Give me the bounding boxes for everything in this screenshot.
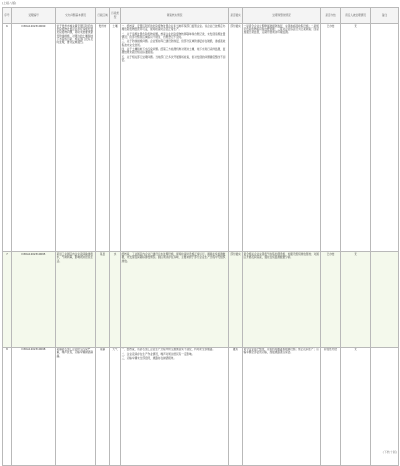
- col-header-verified: 是否属实: [229, 8, 243, 24]
- row-accountability: 无: [341, 252, 371, 347]
- row-handling: 责令企业停产整改，完善料场覆盖和喷淋设施；禁止夜间生产；运输车辆全部密闭运输，加强道路清扫保洁。: [243, 347, 321, 465]
- row-accountability: 无: [341, 347, 371, 465]
- row-region: 某镇: [96, 347, 110, 465]
- investigation-para: 一、经核查，安置区附近的危险废物处置企业系当地环保部门监管企业。该企业已按规定办理危险废物经营许可证，现场检查时企业正常生产。: [121, 24, 226, 32]
- row-verified: 部分属实: [229, 24, 243, 252]
- row-remark: [371, 24, 399, 252]
- row-issue: 某镇砂石加工企业粉尘污染严重，噪声扰民，运输车辆抛洒滴漏。: [56, 347, 96, 465]
- row-seq: 7: [3, 252, 12, 347]
- row-investigation: [121, 347, 229, 465]
- row-verified: 部分属实: [229, 252, 243, 347]
- row-handling: 责令相关企业完善废气收集处理设施，加强无组织排放管控；对园区开展夜间巡查，强化在线监测数据分析。: [243, 252, 321, 347]
- row-code: D3DA1202310090: [12, 24, 56, 252]
- investigation-para: 二、关于违规处置危险废物问题。核查企业危险废物转移联单和台账记录，未发现违规处置情况；但部分暂存区域标识不规范、台账登记不及时。: [121, 32, 226, 39]
- col-header-remark: 备注: [371, 8, 399, 24]
- col-header-handling: 处理和整改情况: [243, 8, 321, 24]
- investigation-para: 经核查，工业园区内企业已建设污水处理设施，现场检查时设施正常运行。调阅在线监测数据，未发现夜间超标排放情况。园区周边存在异味，主要来源于部分企业生产过程中无组织排放。: [121, 252, 226, 263]
- col-header-closed: 是否办结: [321, 8, 341, 24]
- investigation-para: 三、运输车辆未全部密闭，道路存在抛洒现象。: [121, 357, 177, 361]
- table-row: [3, 252, 399, 347]
- complaint-table: [2, 7, 399, 466]
- row-issue: 某县工业园区内企业夜间偷排废水，气味刺鼻，影响周边居民生活。: [56, 252, 96, 347]
- row-seq: 8: [3, 347, 12, 465]
- row-closed: 阶段性办结: [321, 347, 341, 465]
- col-header-seq: 序号: [3, 8, 12, 24]
- footer-note: (下转十版): [382, 450, 397, 454]
- investigation-para: 五、关于相关部门处理问题。当地部门已多次开展现场检查，但对发现的问题督促整改不到位。: [121, 55, 226, 63]
- row-issue: 位于贵州市城关镇安置区附近的危险废物处置企业存在违规处置危险废物问题，同时未按要求建设防渗措施，对周边的土壤和地下水造成污染，相关部门没有及时处理，群众反映强烈。: [56, 24, 96, 252]
- col-header-issue: 交办问题基本情况: [56, 8, 96, 24]
- investigation-para: 三、关于防渗措施问题。企业暂存库已建设防渗层，但部分区域防渗层存在破损，渗滤液收集池未完全封闭。: [121, 40, 226, 47]
- investigation-para: 四、关于土壤和地下水污染问题。经第三方检测机构对周边土壤、地下水进行采样监测，监测结果未超过相关标准限值。: [121, 48, 226, 55]
- table-row: [3, 347, 399, 465]
- header-note: (上接八版): [2, 1, 17, 5]
- row-closed: 已办结: [321, 252, 341, 347]
- row-code: D3DA1202310098: [12, 347, 56, 465]
- row-region: 某县: [96, 252, 110, 347]
- row-handling: 一是责令企业立即修复破损防渗层，完善渗滤液收集设施；二是规范危险废物标识和台账管理；三是对企业违法行为立案调查；四是加强日常监管，定期开展周边环境监测。: [243, 24, 321, 252]
- investigation-para: 一、经核查，该砂石加工企业生产过程中防尘措施落实不到位，料场未全部覆盖。: [121, 348, 215, 352]
- table-row: [3, 24, 399, 252]
- row-investigation: [121, 24, 229, 252]
- col-header-accountability: 责任人被处理情况: [341, 8, 371, 24]
- row-investigation: [121, 252, 229, 347]
- col-header-investigation: 调查核实情况: [121, 8, 229, 24]
- row-type: 大气: [110, 347, 121, 465]
- row-closed: 已办结: [321, 24, 341, 252]
- col-header-region: 行政区域: [96, 8, 110, 24]
- row-region: 贵州市: [96, 24, 110, 252]
- row-code: D3DA1202310095: [12, 252, 56, 347]
- row-type: 土壤: [110, 24, 121, 252]
- row-remark: [371, 252, 399, 347]
- row-verified: 属实: [229, 347, 243, 465]
- investigation-para: 二、企业夜间存在生产作业情况，噪声对周边居民有一定影响。: [121, 352, 195, 356]
- table-header-row: [3, 8, 399, 24]
- row-remark: [371, 347, 399, 465]
- row-accountability: 无: [341, 24, 371, 252]
- col-header-type: 污染类型: [110, 8, 121, 24]
- row-seq: 6: [3, 24, 12, 252]
- row-type: 水: [110, 252, 121, 347]
- col-header-code: 受理编号: [12, 8, 56, 24]
